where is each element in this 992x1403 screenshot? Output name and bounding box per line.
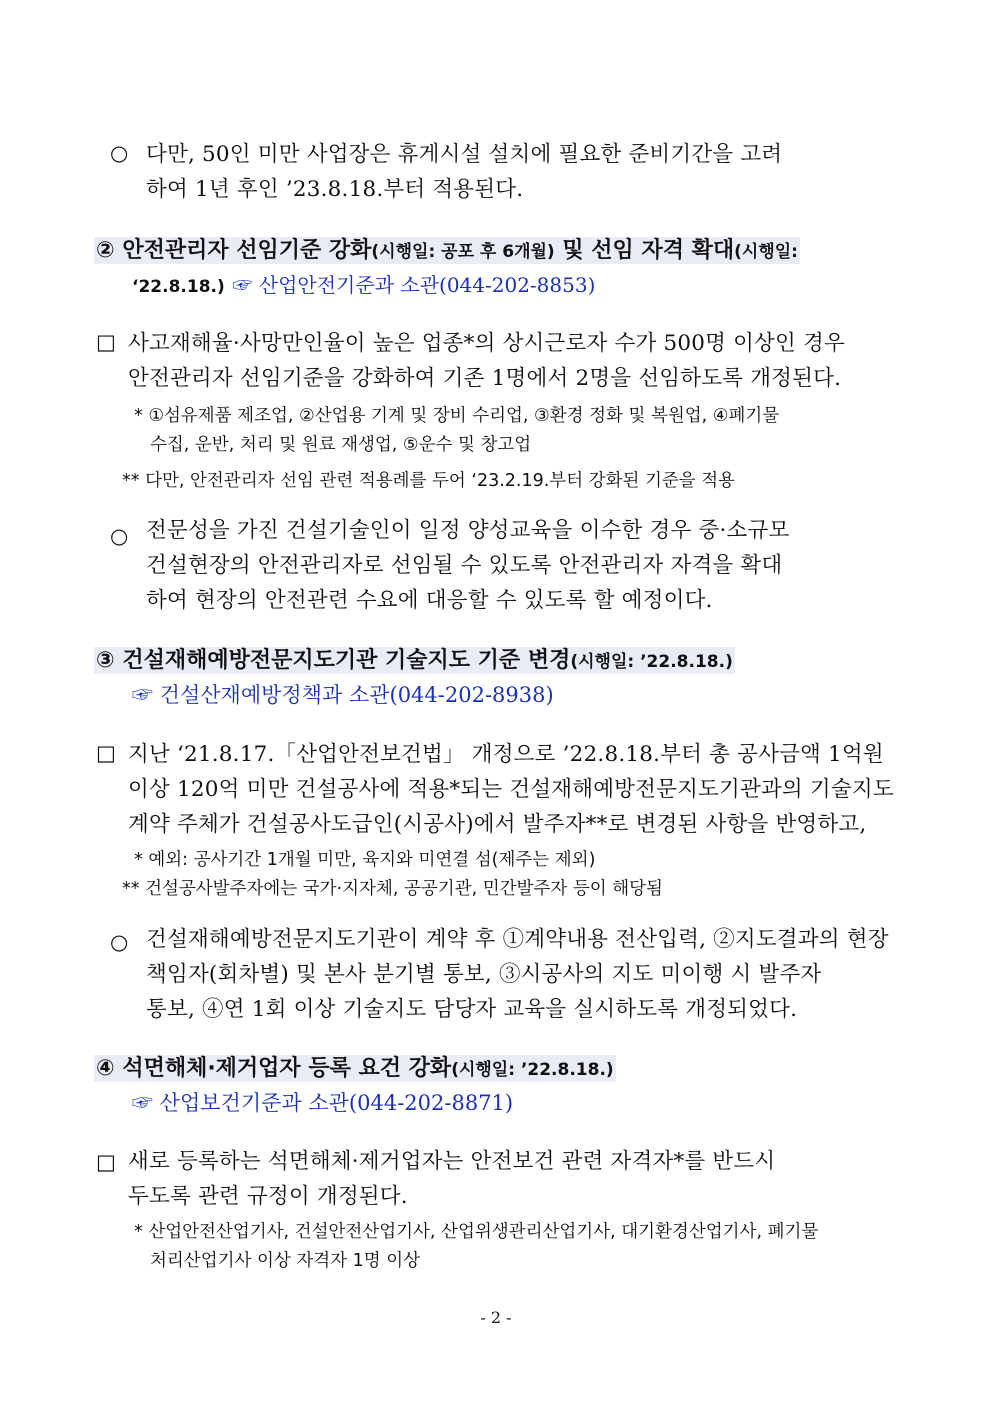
text-line: 하여 현장의 안전관련 수요에 대응할 수 있도록 할 예정이다.	[146, 588, 713, 613]
text-line: 이상 120억 미만 건설공사에 적용*되는 건설재해예방전문지도기관과의 기술지도	[128, 777, 894, 802]
text-line: 하여 1년 후인 ’23.8.18.부터 적용된다.	[146, 177, 524, 202]
section-title: 석면해체·제거업자 등록 요건 강화	[122, 1056, 452, 1081]
text-line: 안전관리자 선임기준을 강화하여 기존 1명에서 2명을 선임하도록 개정된다.	[128, 366, 842, 391]
section-title: 건설재해예방전문지도기관 기술지도 기준 변경	[122, 648, 571, 673]
footnote-industries: * ①섬유제품 제조업, ②산업용 기계 및 장비 수리업, ③환경 정화 및 복원업, ④폐기물	[134, 406, 780, 426]
bullet-circle: ○	[110, 524, 129, 548]
text-line: 다만, 50인 미만 사업장은 휴게시설 설치에 필요한 준비기간을 고려	[146, 142, 783, 167]
effective-date-value: ‘22.8.18.)	[132, 277, 225, 297]
section-heading-line2	[132, 268, 595, 304]
box-bullet: □	[96, 1150, 116, 1174]
box-bullet: □	[96, 330, 116, 354]
text-line: 책임자(회차별) 및 본사 분기별 통보, ③시공사의 지도 미이행 시 발주자	[146, 962, 822, 987]
department-contact: ☞ 건설산재예방정책과 소관(044-202-8938)	[132, 683, 554, 707]
paragraph-asbestos-registration	[128, 1144, 775, 1214]
paragraph-manager-criteria	[128, 326, 845, 396]
section-heading-technical-guidance	[94, 644, 735, 679]
section-number: ②	[96, 238, 115, 263]
section-number: ③	[96, 648, 115, 673]
paragraph-construction-engineer	[146, 513, 789, 618]
footnote-exceptions: * 예외: 공사기간 1개월 미만, 육지와 미연결 섬(제주는 제외)	[134, 850, 596, 870]
effective-date: (시행일: ’22.8.18.)	[570, 652, 733, 672]
text-line: 두도록 관련 규정이 개정된다.	[128, 1184, 408, 1209]
section-number: ④	[96, 1056, 115, 1081]
footnote-qualifications-cont: 처리산업기사 이상 자격자 1명 이상	[150, 1251, 421, 1271]
paragraph-guidance-contract	[128, 737, 894, 842]
paragraph-guidance-duties	[146, 922, 889, 1027]
text-line: 통보, ④연 1회 이상 기술지도 담당자 교육을 실시하도록 개정되었다.	[146, 997, 798, 1022]
text-line: 건설재해예방전문지도기관이 계약 후 ①계약내용 전산입력, ②지도결과의 현장	[146, 927, 889, 952]
text-line: 사고재해율·사망만인율이 높은 업종*의 상시근로자 수가 500명 이상인 경우	[128, 331, 845, 356]
paragraph-rest-area-deadline	[146, 137, 906, 207]
department-contact: ☞ 산업안전기준과 소관(044-202-8853)	[232, 273, 596, 297]
footnote-industries-cont: 수집, 운반, 처리 및 원료 재생업, ⑤운수 및 창고업	[150, 435, 532, 455]
department-contact: ☞ 산업보건기준과 소관(044-202-8871)	[132, 1091, 514, 1115]
text-line: 건설현장의 안전관리자로 선임될 수 있도록 안전관리자 자격을 확대	[146, 553, 783, 578]
box-bullet: □	[96, 741, 116, 765]
bullet-circle: ○	[110, 141, 129, 165]
page-number: - 2 -	[480, 1308, 512, 1327]
effective-date: (시행일: ’22.8.18.)	[451, 1060, 614, 1080]
text-line: 새로 등록하는 석면해체·제거업자는 안전보건 관련 자격자*를 반드시	[128, 1149, 776, 1174]
text-line: 지난 ‘21.8.17.「산업안전보건법」 개정으로 ’22.8.18.부터 총 공사금액 1억원	[128, 742, 884, 767]
text-line: 계약 주체가 건설공사도급인(시공사)에서 발주자**로 변경된 사항을 반영하고,	[128, 812, 867, 837]
bullet-circle: ○	[110, 930, 129, 954]
section-title: 안전관리자 선임기준 강화	[122, 238, 372, 263]
section-title-cont: 및 선임 자격 확대	[554, 238, 735, 263]
effective-date-label: (시행일:	[734, 242, 798, 262]
footnote-application: ** 다만, 안전관리자 선임 관련 적용례를 두어 ‘23.2.19.부터 강화된 기준을 적용	[122, 471, 736, 491]
text-line: 전문성을 가진 건설기술인이 일정 양성교육을 이수한 경우 중·소규모	[146, 518, 790, 543]
effective-date: (시행일: 공포 후 6개월)	[371, 242, 555, 262]
footnote-qualifications: * 산업안전산업기사, 건설안전산업기사, 산업위생관리산업기사, 대기환경산업기사, 폐기물	[134, 1222, 819, 1242]
section-heading-safety-manager	[94, 234, 800, 269]
section-heading-asbestos	[94, 1052, 616, 1087]
footnote-clients: ** 건설공사발주자에는 국가·지자체, 공공기관, 민간발주자 등이 해당됨	[122, 879, 663, 899]
